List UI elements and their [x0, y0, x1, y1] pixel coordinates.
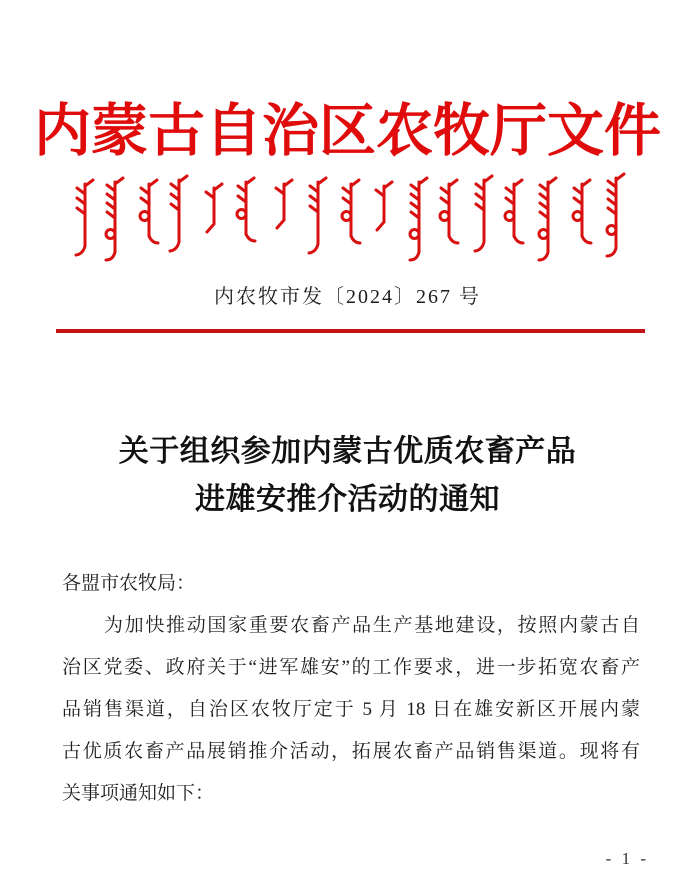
document-number: 内农牧市发〔2024〕267 号	[214, 286, 481, 308]
document-title-line1: 关于组织参加内蒙古优质农畜产品	[118, 435, 577, 468]
paragraph-line: 品销售渠道，自治区农牧厅定于 5 月 18 日在雄安新区开展内蒙	[62, 699, 640, 720]
mongolian-script-header	[0, 172, 695, 272]
paragraph-line: 古优质农畜产品展销推介活动，拓展农畜产品销售渠道。现将有	[62, 741, 640, 762]
paragraph-line: 为加快推动国家重要农畜产品生产基地建设，按照内蒙古自	[104, 615, 640, 636]
document-title-line2: 进雄安推介活动的通知	[195, 483, 500, 516]
paragraph-line: 关事项通知如下：	[62, 783, 215, 804]
document-body	[62, 563, 640, 815]
document-title	[0, 428, 695, 524]
salutation: 各盟市农牧局：	[62, 573, 196, 594]
red-divider-rule	[56, 329, 645, 333]
page-number: - 1 -	[605, 849, 649, 868]
letterhead-title: 内蒙古自治区农牧厅文件	[34, 100, 661, 163]
paragraph-line: 治区党委、政府关于“进军雄安”的工作要求，进一步拓宽农畜产	[62, 657, 640, 678]
